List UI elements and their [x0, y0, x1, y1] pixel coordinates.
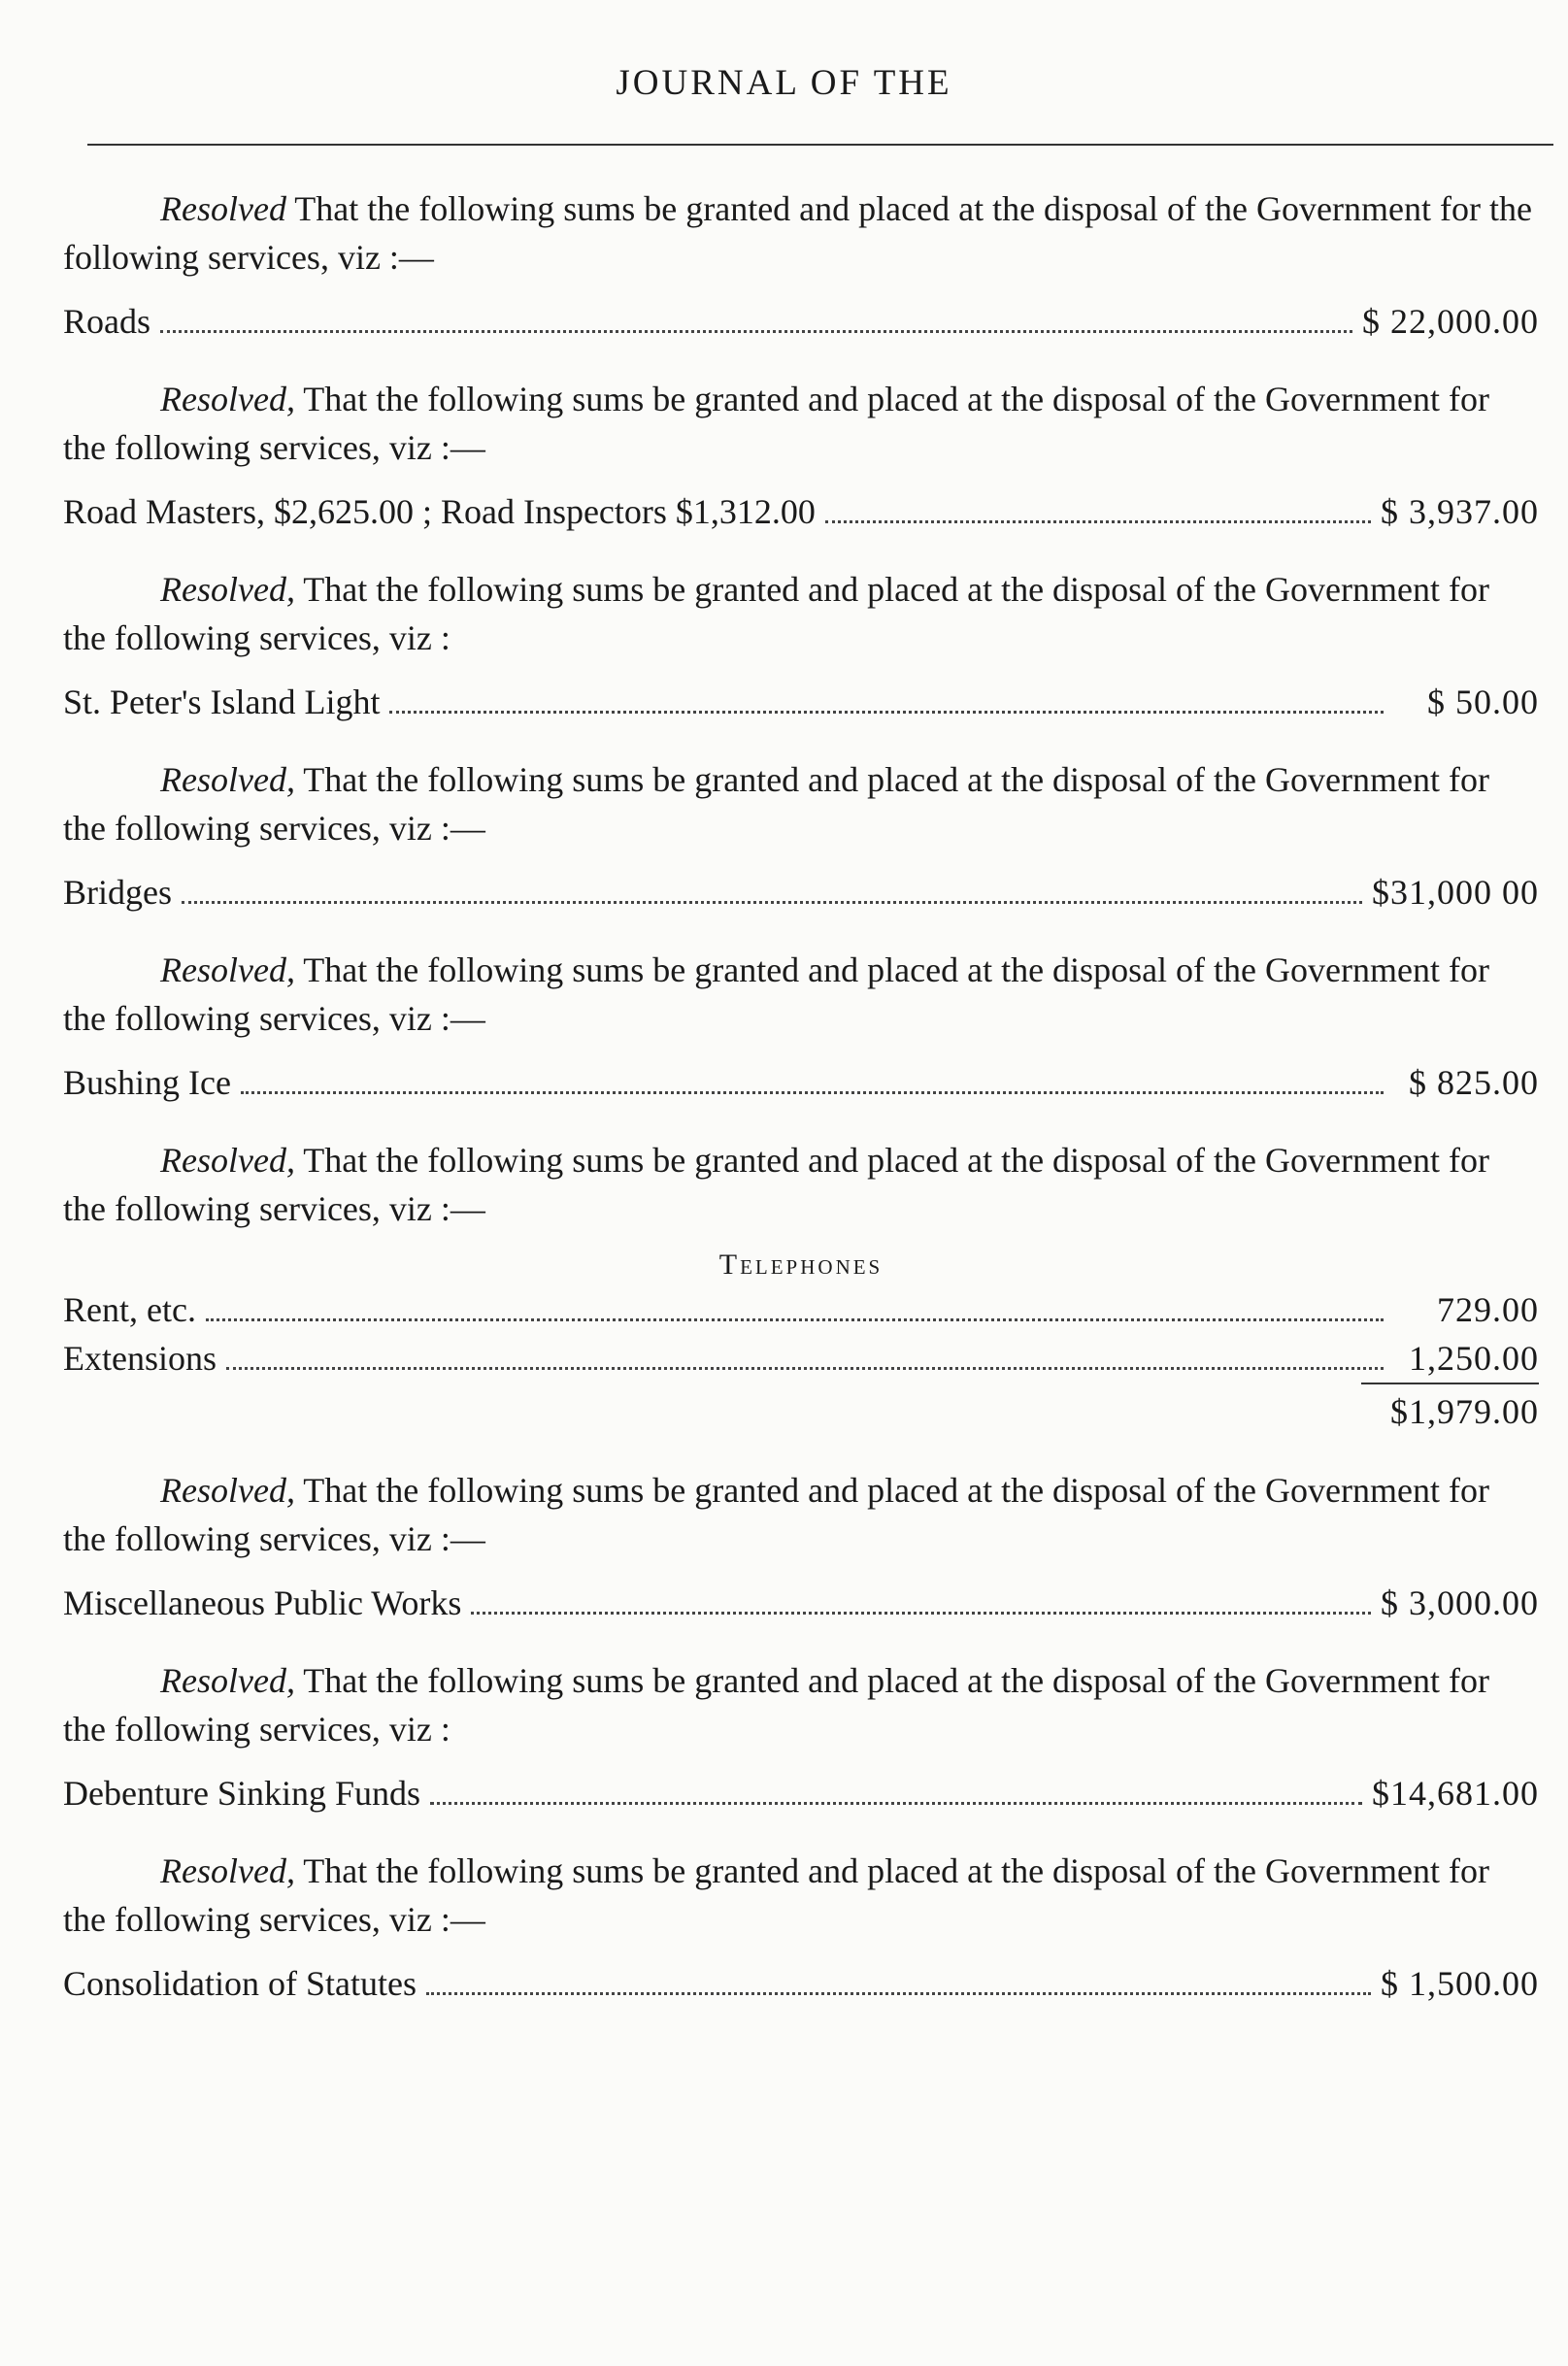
total-amount: $1,979.00: [1361, 1383, 1539, 1437]
resolution-text: [63, 1136, 1539, 1233]
item-label: Road Masters, $2,625.00 ; Road Inspectors $1,312.00: [63, 492, 816, 531]
resolution-bushing-ice: [63, 946, 1539, 1107]
item-amount: $ 825.00: [1409, 1063, 1539, 1102]
item-amount: $ 3,000.00: [1381, 1583, 1539, 1622]
item-amount: $31,000 00: [1372, 873, 1539, 912]
dot-leader: [426, 1992, 1371, 1995]
page-title: JOURNAL OF THE: [616, 63, 952, 103]
resolved-word: Resolved,: [160, 1661, 295, 1700]
dot-leader: [206, 1318, 1384, 1321]
item-amount: $ 50.00: [1427, 683, 1539, 721]
item-amount: $14,681.00: [1372, 1774, 1539, 1813]
resolution-text: [63, 565, 1539, 662]
resolved-word: Resolved,: [160, 380, 295, 418]
appropriation-line: [63, 868, 1539, 916]
item-label: Consolidation of Statutes: [63, 1964, 417, 2003]
resolution-text: [63, 375, 1539, 472]
resolution-road-masters: [63, 375, 1539, 536]
appropriation-line: [63, 1285, 1539, 1334]
resolution-text: [63, 1466, 1539, 1563]
appropriation-line: [63, 678, 1539, 726]
item-label: Rent, etc.: [63, 1290, 196, 1329]
resolution-body: That the following sums be granted and placed at the disposal of the Government for the following services, viz :—: [63, 1471, 1489, 1558]
dot-leader: [182, 901, 1362, 904]
total-row: [63, 1383, 1539, 1437]
section-heading: Telephones: [718, 1249, 884, 1281]
resolution-telephones: [63, 1136, 1539, 1437]
resolution-body: That the following sums be granted and placed at the disposal of the Government for the following services, viz :—: [63, 760, 1489, 848]
resolved-word: Resolved,: [160, 570, 295, 609]
appropriation-line: [63, 1058, 1539, 1107]
dot-leader: [430, 1802, 1362, 1805]
resolved-word: Resolved,: [160, 950, 295, 989]
resolution-text: [63, 184, 1539, 282]
appropriation-line: [63, 1959, 1539, 2008]
appropriation-line: [63, 297, 1539, 346]
appropriation-line: [63, 1579, 1539, 1627]
item-label: St. Peter's Island Light: [63, 683, 381, 721]
resolution-body: That the following sums be granted and placed at the disposal of the Government for the following services, viz :—: [63, 1141, 1489, 1228]
item-label: Extensions: [63, 1339, 217, 1378]
resolution-sinking-funds: [63, 1656, 1539, 1817]
dot-leader: [226, 1367, 1384, 1370]
dot-leader: [241, 1091, 1384, 1094]
item-label: Debenture Sinking Funds: [63, 1774, 420, 1813]
resolution-text: [63, 1656, 1539, 1753]
appropriation-line: [63, 1334, 1539, 1383]
resolved-word: Resolved,: [160, 760, 295, 799]
resolution-text: [63, 946, 1539, 1043]
item-amount: $ 3,937.00: [1381, 492, 1539, 531]
resolved-word: Resolved: [160, 189, 286, 228]
header-rule: [87, 144, 1553, 146]
item-label: Bridges: [63, 873, 172, 912]
resolution-body: That the following sums be granted and placed at the disposal of the Government for the following services, viz :—: [63, 189, 1532, 277]
resolution-island-light: [63, 565, 1539, 726]
resolution-text: [63, 755, 1539, 852]
appropriation-line: [63, 487, 1539, 536]
dot-leader: [389, 711, 1384, 714]
resolution-body: That the following sums be granted and placed at the disposal of the Government for the following services, viz :—: [63, 380, 1489, 467]
item-label: Bushing Ice: [63, 1063, 231, 1102]
item-amount: $ 1,500.00: [1381, 1964, 1539, 2003]
resolution-body: That the following sums be granted and placed at the disposal of the Government for the following services, viz :: [63, 570, 1489, 657]
dot-leader: [160, 330, 1352, 333]
resolved-word: Resolved,: [160, 1851, 295, 1890]
resolution-public-works: [63, 1466, 1539, 1627]
item-label: Roads: [63, 302, 150, 341]
appropriation-line: [63, 1769, 1539, 1817]
resolution-body: That the following sums be granted and placed at the disposal of the Government for the following services, viz :—: [63, 1851, 1489, 1939]
item-label: Miscellaneous Public Works: [63, 1583, 462, 1622]
journal-body: [63, 184, 1539, 2037]
resolution-statutes: [63, 1847, 1539, 2008]
resolution-body: That the following sums be granted and placed at the disposal of the Government for the following services, viz :: [63, 1661, 1489, 1749]
dot-leader: [825, 520, 1371, 523]
resolution-body: That the following sums be granted and placed at the disposal of the Government for the following services, viz :—: [63, 950, 1489, 1038]
resolution-bridges: [63, 755, 1539, 916]
item-amount: 1,250.00: [1409, 1339, 1539, 1378]
resolved-word: Resolved,: [160, 1141, 295, 1180]
resolved-word: Resolved,: [160, 1471, 295, 1510]
dot-leader: [471, 1612, 1371, 1615]
resolution-roads: [63, 184, 1539, 346]
resolution-text: [63, 1847, 1539, 1944]
item-amount: 729.00: [1437, 1290, 1539, 1329]
item-amount: $ 22,000.00: [1362, 302, 1539, 341]
